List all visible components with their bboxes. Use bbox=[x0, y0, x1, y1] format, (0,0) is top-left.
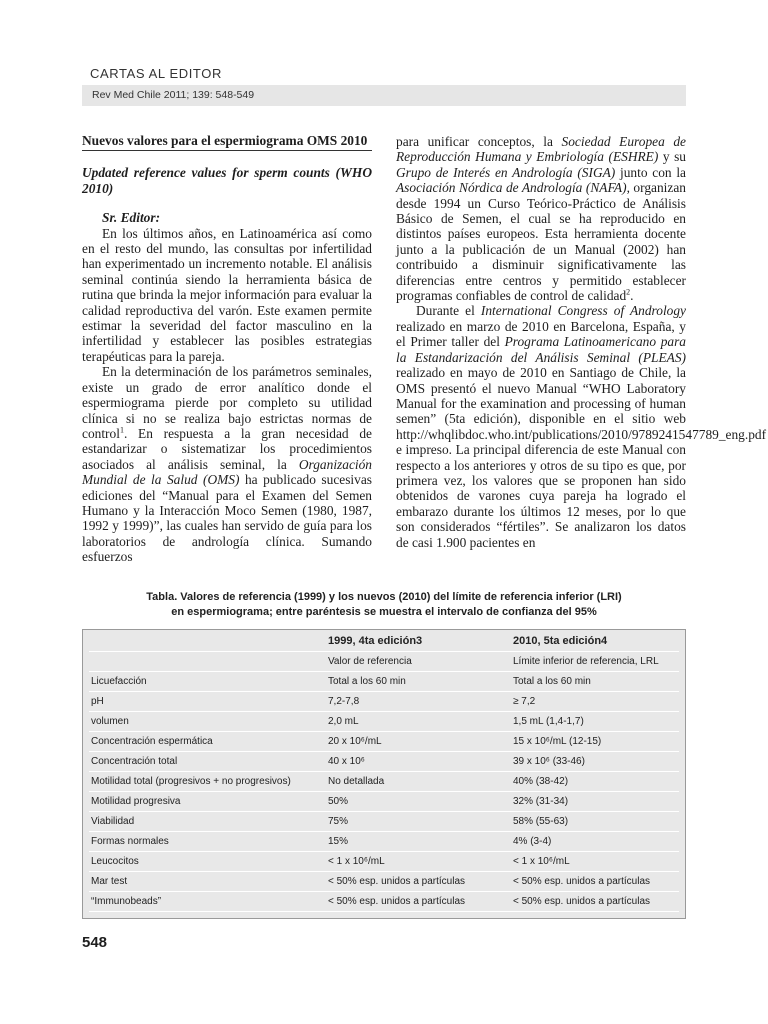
congress-name: International Congress of Andrology bbox=[480, 303, 686, 319]
paragraph-2-text-b: . En respuesta a la gran necesidad de estandarizar o sistematizar los procedimientos asociados al análisis seminal, la bbox=[82, 425, 372, 472]
journal-citation: Rev Med Chile 2011; 139: 548-549 bbox=[82, 85, 686, 106]
table-row bbox=[89, 752, 679, 772]
paragraph-4-text-c: realizado en mayo de 2010 en Santiago de Chile, la OMS presentó el nuevo Manual “WHO Laboratory Manual for the examination and processing of human semen” (5ta edición), disponible en el sitio web http://whqlibdoc.who.int/publications/2010/9789241547789_eng.pdf e impreso. La principal diferencia de este Manual con respecto a los anteriores y otros de su tipo es que, por primera vez, los valores que se proponen han sido obtenidos de varones cuya pareja ha logrado el embarazo durante los últimos 12 meses, por lo que son considerados “fértiles”. Se analizaron los datos de casi 1.900 pacientes en bbox=[396, 365, 767, 550]
value-2010-cell: 39 x 10⁶ (33-46) bbox=[511, 752, 679, 772]
value-1999-cell: 75% bbox=[326, 812, 511, 832]
parameter-cell: pH bbox=[89, 692, 326, 712]
paragraph-2-text-c: ha publicado sucesivas ediciones del “Manual para el Examen del Semen Humano y la Interacción Moco Semen (1980, 1987, 1992 y 1999)”, las cuales han servido de guía para los laboratorios de andrología clínica. Sumando esfuerzos bbox=[82, 472, 373, 565]
parameter-cell: Motilidad total (progresivos + no progresivos) bbox=[89, 772, 326, 792]
parameter-cell: Viabilidad bbox=[89, 812, 326, 832]
table-row bbox=[89, 772, 679, 792]
value-2010-cell: ≥ 7,2 bbox=[511, 692, 679, 712]
table-row bbox=[89, 792, 679, 812]
value-2010-cell: < 1 x 10⁶/mL bbox=[511, 852, 679, 872]
table-caption-line-2: en espermiograma; entre paréntesis se muestra el intervalo de confianza del 95% bbox=[171, 606, 597, 618]
table-header-row bbox=[89, 630, 679, 652]
table-row bbox=[89, 732, 679, 752]
value-2010-cell: < 50% esp. unidos a partículas bbox=[511, 892, 679, 912]
header-1999: 1999, 4ta edición3 bbox=[326, 630, 511, 652]
pleas-name: Programa Latinoamericano para la Estandarización del Análisis Seminal (PLEAS) bbox=[396, 334, 686, 365]
table-caption bbox=[82, 590, 686, 620]
salutation: Sr. Editor: bbox=[102, 210, 161, 226]
parameter-cell: Leucocitos bbox=[89, 852, 326, 872]
value-1999-cell: No detallada bbox=[326, 772, 511, 792]
paragraph-3-text-d: , organizan desde 1994 un Curso Teórico-Práctico de Análisis Básico de Semen, el cual se ha reproducido en distintos países europeos. Esta herramienta docente junto a la publicación de un Manual (2002) han contribuido a disminuir significativamente las diferencias entre centros y permitido establecer programas confiables de control de calidad bbox=[396, 180, 686, 304]
paragraph-3 bbox=[396, 134, 686, 303]
table-grid bbox=[89, 630, 679, 912]
page-number: 548 bbox=[82, 934, 108, 951]
article-title-english: Updated reference values for sperm counts (WHO 2010) bbox=[82, 165, 372, 196]
parameter-cell: Concentración total bbox=[89, 752, 326, 772]
paragraph-4 bbox=[396, 303, 767, 550]
paragraph-4-text-b: realizado en marzo de 2010 en Barcelona, España, y el Primer taller del bbox=[396, 318, 686, 350]
parameter-cell: Motilidad progresiva bbox=[89, 792, 326, 812]
value-1999-cell: < 50% esp. unidos a partículas bbox=[326, 892, 511, 912]
parameter-cell: “Immunobeads” bbox=[89, 892, 326, 912]
value-2010-cell: 4% (3-4) bbox=[511, 832, 679, 852]
value-2010-cell: 32% (31-34) bbox=[511, 792, 679, 812]
eshre-name: Sociedad Europea de Reproducción Humana y Embriología (ESHRE) bbox=[396, 134, 686, 165]
siga-name: Grupo de Interés en Andrología (SIGA) bbox=[396, 164, 616, 180]
paragraph-1: En los últimos años, en Latinoamérica así como en el resto del mundo, las consultas por infertilidad han experimentado un incremento notable. El análisis seminal continúa siendo la herramienta básica de rutina que brinda la mejor información para evaluar la calidad reproductiva del varón. Este examen permite estimar la severidad del factor masculino en la infertilidad y establecer las posibles estrategias terapéuticas para la pareja. bbox=[82, 225, 373, 364]
right-column bbox=[396, 134, 767, 550]
table-row bbox=[89, 872, 679, 892]
citation-2: 2 bbox=[626, 287, 631, 297]
subheader-empty-cell bbox=[89, 652, 326, 672]
value-2010-cell: 58% (55-63) bbox=[511, 812, 679, 832]
value-2010-cell: < 50% esp. unidos a partículas bbox=[511, 872, 679, 892]
table-row bbox=[89, 712, 679, 732]
value-1999-cell: 20 x 10⁶/mL bbox=[326, 732, 511, 752]
value-1999-cell: < 1 x 10⁶/mL bbox=[326, 852, 511, 872]
paragraph-3-text-c: junto con la bbox=[615, 164, 686, 180]
table-subheader-row bbox=[89, 652, 679, 672]
table-row bbox=[89, 672, 679, 692]
parameter-cell: Formas normales bbox=[89, 832, 326, 852]
left-column bbox=[82, 133, 372, 565]
paragraph-4-text-a: Durante el bbox=[416, 303, 481, 319]
value-1999-cell: Total a los 60 min bbox=[326, 672, 511, 692]
table-row bbox=[89, 852, 679, 872]
value-1999-cell: 40 x 10⁶ bbox=[326, 752, 511, 772]
paragraph-3-text-a: para unificar conceptos, la bbox=[396, 134, 562, 149]
paragraph-2-text-a: En la determinación de los parámetros seminales, existe un grado de error analítico donde el espermiograma pierde por completo su utilidad clínica si no se realiza bajo estrictas normas de control bbox=[82, 364, 372, 441]
value-1999-cell: 15% bbox=[326, 832, 511, 852]
subheader-2010: Límite inferior de referencia, LRL bbox=[511, 652, 679, 672]
value-1999-cell: 7,2-7,8 bbox=[326, 692, 511, 712]
parameter-cell: Mar test bbox=[89, 872, 326, 892]
article-title-spanish: Nuevos valores para el espermiograma OMS 2010 bbox=[82, 133, 372, 151]
value-2010-cell: 15 x 10⁶/mL (12-15) bbox=[511, 732, 679, 752]
citation-1: 1 bbox=[119, 425, 124, 435]
value-1999-cell: < 50% esp. unidos a partículas bbox=[326, 872, 511, 892]
header-2010: 2010, 5ta edición4 bbox=[511, 630, 679, 652]
value-1999-cell: 50% bbox=[326, 792, 511, 812]
value-2010-cell: 1,5 mL (1,4-1,7) bbox=[511, 712, 679, 732]
table-row bbox=[89, 812, 679, 832]
value-2010-cell: Total a los 60 min bbox=[511, 672, 679, 692]
nafa-name: Asociación Nórdica de Andrología (NAFA) bbox=[396, 180, 627, 196]
reference-values-table bbox=[82, 629, 686, 919]
section-title: CARTAS AL EDITOR bbox=[90, 66, 222, 81]
value-2010-cell: 40% (38-42) bbox=[511, 772, 679, 792]
subheader-1999: Valor de referencia bbox=[326, 652, 511, 672]
table-row bbox=[89, 892, 679, 912]
value-1999-cell: 2,0 mL bbox=[326, 712, 511, 732]
oms-name: Organización Mundial de la Salud (OMS) bbox=[82, 456, 372, 488]
table-row bbox=[89, 832, 679, 852]
paragraph-2 bbox=[82, 364, 372, 564]
parameter-cell: Licuefacción bbox=[89, 672, 326, 692]
table-caption-line-1: Tabla. Valores de referencia (1999) y los nuevos (2010) del límite de referencia inferior (LRI) bbox=[146, 591, 622, 603]
paragraph-3-text-b: y su bbox=[658, 149, 686, 165]
parameter-cell: Concentración espermática bbox=[89, 732, 326, 752]
header-empty-cell bbox=[89, 630, 326, 652]
parameter-cell: volumen bbox=[89, 712, 326, 732]
table-row bbox=[89, 692, 679, 712]
paragraph-3-text-e: . bbox=[630, 288, 634, 304]
